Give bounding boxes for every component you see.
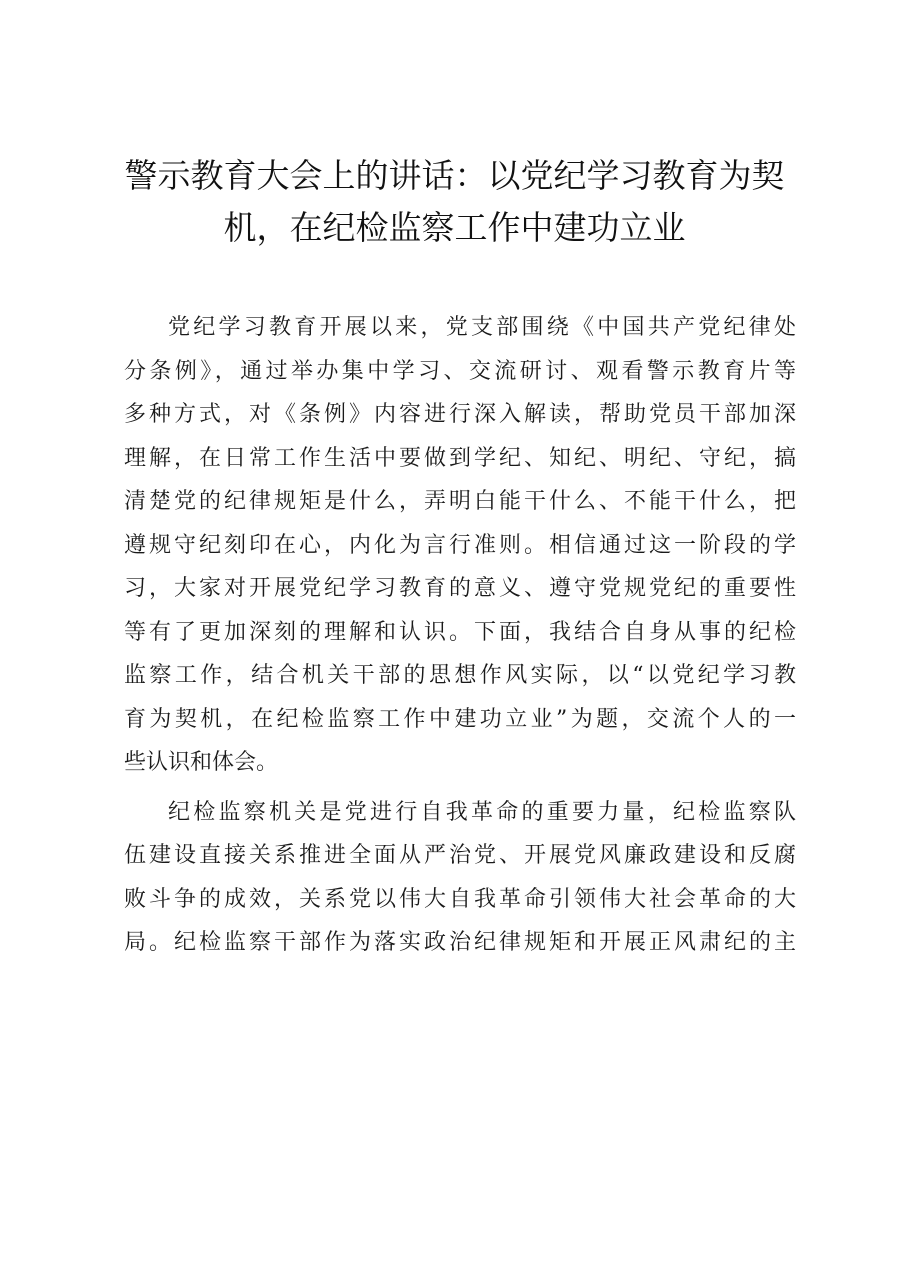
text-line: 多种方式，对《条例》内容进行深入解读，帮助党员干部加深 xyxy=(124,402,796,427)
text-line: 些认识和体会。 xyxy=(124,750,279,775)
text-line: 监察工作，结合机关干部的思想作风实际，以“以党纪学习教 xyxy=(124,663,796,688)
text-line: 遵规守纪刻印在心，内化为言行准则。相信通过这一阶段的学 xyxy=(124,532,796,558)
text-line: 败斗争的成效，关系党以伟大自我革命引领伟大社会革命的大 xyxy=(124,886,796,912)
document-body xyxy=(124,306,796,971)
paragraph xyxy=(124,791,796,965)
text-line: 党纪学习教育开展以来，党支部围绕《中国共产党纪律处 xyxy=(168,315,796,340)
text-line: 纪检监察机关是党进行自我革命的重要力量，纪检监察队 xyxy=(168,799,796,825)
text-line: 等有了更加深刻的理解和认识。下面，我结合自身从事的纪检 xyxy=(124,619,796,645)
text-line: 清楚党的纪律规矩是什么，弄明白能干什么、不能干什么，把 xyxy=(124,489,796,514)
text-line: 局。纪检监察干部作为落实政治纪律规矩和开展正风肃纪的主 xyxy=(124,930,796,955)
title-line: 机，在纪检监察工作中建功立业 xyxy=(223,208,686,247)
text-line: 伍建设直接关系推进全面从严治党、开展党风廉政建设和反腐 xyxy=(124,843,796,868)
text-line: 习，大家对开展党纪学习教育的意义、遵守党规党纪的重要性 xyxy=(124,576,796,601)
text-line: 理解，在日常工作生活中要做到学纪、知纪、明纪、守纪，搞 xyxy=(124,445,796,471)
title-line: 警示教育大会上的讲话：以党纪学习教育为契 xyxy=(124,156,785,195)
text-line: 育为契机，在纪检监察工作中建功立业”为题，交流个人的一 xyxy=(124,706,796,732)
text-line: 分条例》，通过举办集中学习、交流研讨、观看警示教育片等 xyxy=(124,358,796,384)
paragraph xyxy=(124,306,796,785)
document-title xyxy=(110,150,799,254)
